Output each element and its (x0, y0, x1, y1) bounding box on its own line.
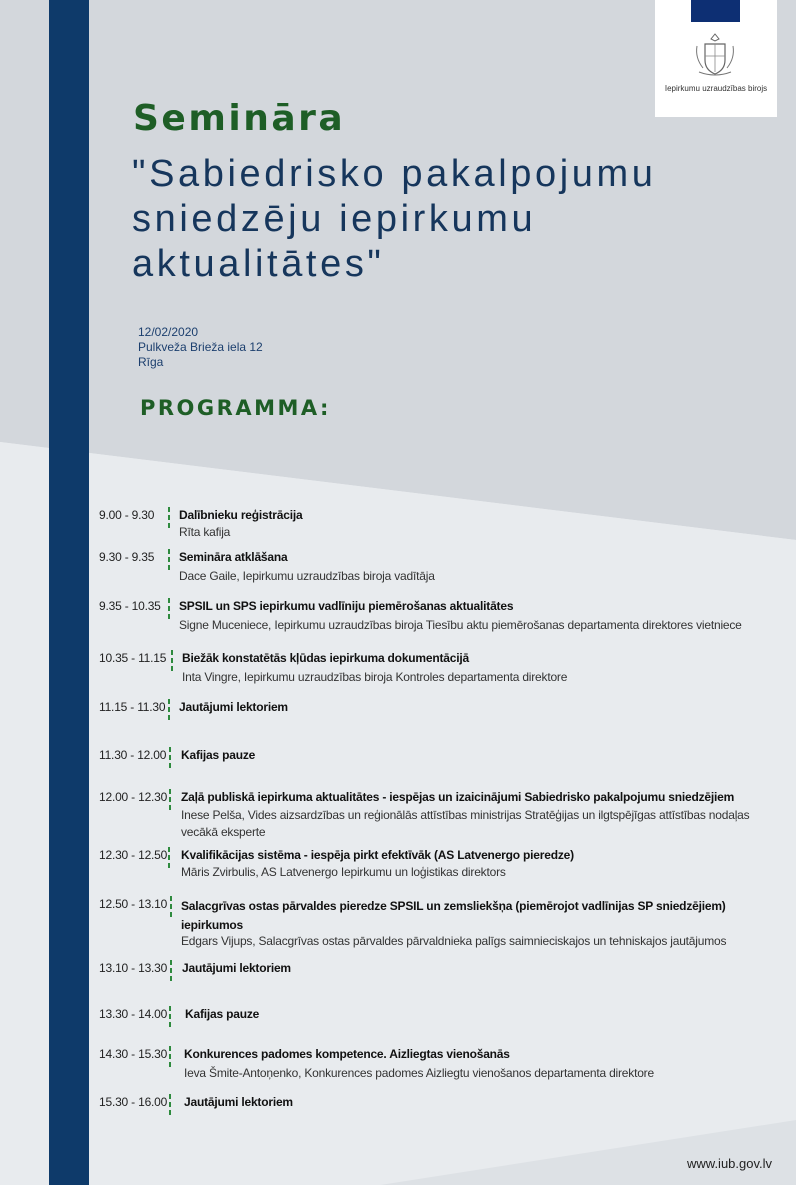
separator-icon (170, 896, 173, 920)
agenda-speaker: Signe Muceniece, Iepirkumu uzraudzības biroja Tiesību aktu piemērošanas departamenta direktores vietniece (179, 618, 742, 632)
agenda-title: Jautājumi lektoriem (182, 961, 291, 975)
separator-icon (169, 1094, 172, 1118)
agenda-time: 12.30 - 12.50 (99, 848, 168, 862)
side-stripe (49, 0, 89, 1185)
agenda-speaker: Inta Vingre, Iepirkumu uzraudzības biroja Kontroles departamenta direktore (182, 670, 568, 684)
agenda-speaker: Rīta kafija (179, 525, 231, 539)
agenda-time: 12.50 - 13.10 (99, 897, 168, 911)
logo-text: Iepirkumu uzraudzības birojs (664, 84, 768, 93)
agenda-time: 12.00 - 12.30 (99, 790, 168, 804)
agenda-time: 9.35 - 10.35 (99, 599, 161, 613)
agenda-title: Jautājumi lektoriem (184, 1095, 293, 1109)
agenda-title: SPSIL un SPS iepirkumu vadlīniju piemērošanas aktualitātes (179, 599, 514, 613)
event-date: 12/02/2020 (138, 325, 199, 339)
agenda-time: 13.10 - 13.30 (99, 961, 168, 975)
event-address: Pulkveža Brieža iela 12 (138, 340, 263, 354)
program-heading: PROGRAMMA: (140, 396, 331, 420)
agenda-title: Biežāk konstatētās kļūdas iepirkuma dokumentācijā (182, 651, 469, 665)
agenda-title: Salacgrīvas ostas pārvaldes pieredze SPSIL un zemsliekšņa (piemērojot vadlīnijas SP sniedzējiem) iepirkumos (181, 899, 726, 932)
agenda-title: Kafijas pauze (185, 1007, 260, 1021)
agenda-speaker: Māris Zvirbulis, AS Latvenergo Iepirkumu un loģistikas direktors (181, 865, 506, 879)
event-info (138, 325, 263, 370)
agenda-speaker: Edgars Vijups, Salacgrīvas ostas pārvaldes pārvaldnieka palīgs saimnieciskajos un tehniskajos jautājumos (181, 934, 727, 948)
agenda-title: Zaļā publiskā iepirkuma aktualitātes - iespējas un izaicinājumi Sabiedrisko pakalpojumu sniedzējiem (181, 790, 735, 804)
agenda-time: 9.00 - 9.30 (99, 508, 155, 522)
event-city: Rīga (138, 355, 164, 369)
separator-icon (168, 507, 171, 531)
title-line-2: "Sabiedrisko pakalpojumu sniedzēju iepirkumu aktualitātes" (132, 153, 657, 285)
separator-icon (168, 549, 171, 573)
coat-of-arms-icon (693, 30, 737, 78)
agenda-title: Semināra atklāšana (179, 550, 288, 564)
agenda-time: 14.30 - 15.30 (99, 1047, 168, 1061)
separator-icon (171, 650, 174, 674)
separator-icon (170, 960, 173, 984)
separator-icon (169, 747, 172, 771)
separator-icon (168, 598, 171, 622)
logo (655, 0, 777, 117)
agenda-title: Dalībnieku reģistrācija (179, 508, 303, 522)
agenda-time: 10.35 - 11.15 (99, 651, 167, 665)
agenda-title: Konkurences padomes kompetence. Aizliegtas vienošanās (184, 1047, 510, 1061)
flag-icon (691, 0, 740, 22)
agenda-speaker: Inese Pelša, Vides aizsardzības un reģionālās attīstības ministrijas Stratēģijas un ilgtspējīgas attīstības nodaļas vecākā eksperte (181, 808, 750, 839)
separator-icon (169, 1006, 172, 1030)
separator-icon (168, 847, 171, 871)
agenda-title: Kvalifikācijas sistēma - iespēja pirkt efektīvāk (AS Latvenergo pieredze) (181, 848, 574, 862)
title-line-1: Semināra (133, 98, 346, 139)
separator-icon (169, 789, 172, 813)
agenda-title: Jautājumi lektoriem (179, 700, 288, 714)
agenda-time: 11.30 - 12.00 (99, 748, 167, 762)
agenda-time: 13.30 - 14.00 (99, 1007, 168, 1021)
agenda-title: Kafijas pauze (181, 748, 256, 762)
agenda-speaker: Dace Gaile, Iepirkumu uzraudzības biroja vadītāja (179, 569, 435, 583)
agenda-speaker: Ieva Šmite-Antoņenko, Konkurences padomes Aizliegtu vienošanos departamenta direktore (184, 1066, 654, 1080)
footer-url[interactable]: www.iub.gov.lv (687, 1156, 773, 1171)
separator-icon (168, 699, 171, 723)
agenda-time: 11.15 - 11.30 (99, 700, 166, 714)
agenda-time: 9.30 - 9.35 (99, 550, 155, 564)
agenda-time: 15.30 - 16.00 (99, 1095, 168, 1109)
separator-icon (169, 1046, 172, 1070)
